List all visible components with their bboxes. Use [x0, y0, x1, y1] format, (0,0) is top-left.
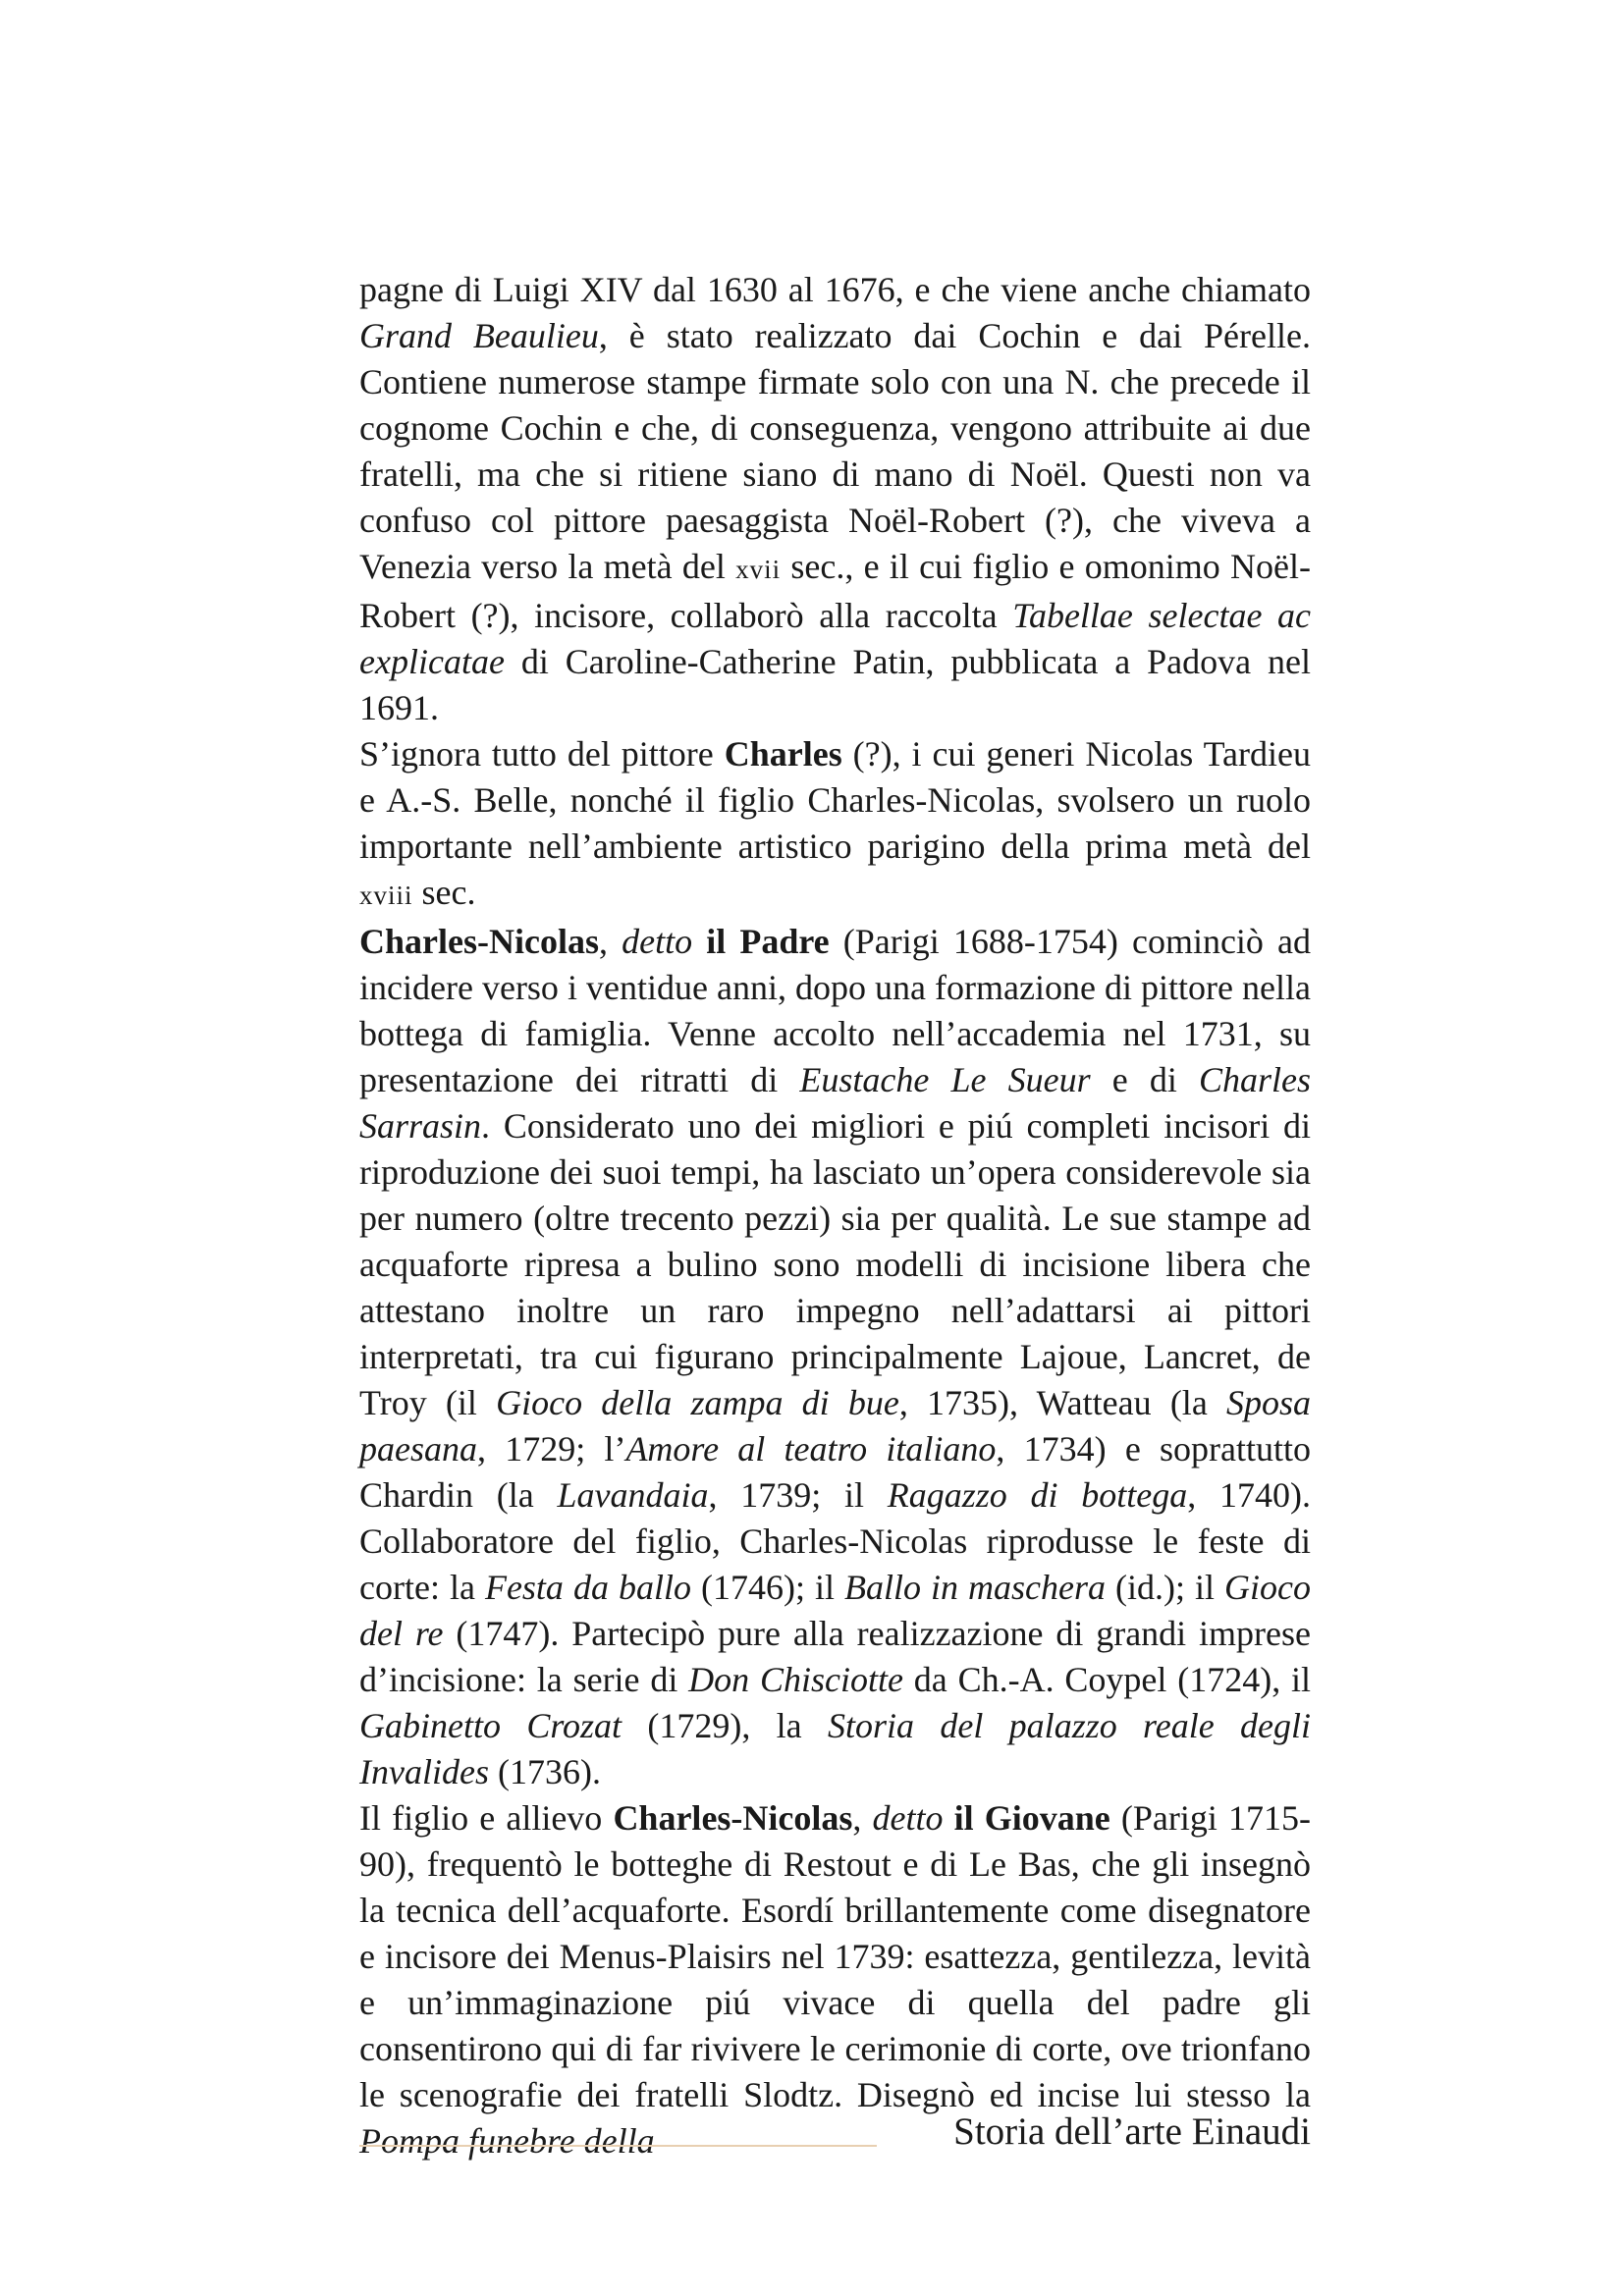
- italic-title: Don Chisciotte: [688, 1660, 903, 1699]
- paragraph: [359, 731, 1311, 919]
- text-run: S’ignora tutto del pittore: [359, 734, 725, 774]
- century-numeral: xviii: [359, 881, 413, 910]
- text-run: (1736).: [488, 1752, 601, 1791]
- text-run: Il figlio e allievo: [359, 1798, 614, 1838]
- text-run: (1747). Partecipò pure alla realizzazione di grandi imprese d’incisione: la serie di: [359, 1614, 1311, 1699]
- paragraph: [359, 267, 1311, 731]
- bold-name: Charles: [724, 734, 842, 774]
- italic-title: Amore al teatro italiano: [625, 1429, 997, 1468]
- text-run: , è stato realizzato dai Cochin e dai Pérelle. Contiene numerose stampe firmate solo con una N. che precede il cognome Cochin e che, di conseguenza, vengono attribuite ai due fratelli, ma che si ritiene siano di mano di Noël. Questi non va confuso col pittore paesaggista Noël-Robert (?), che viveva a Venezia verso la metà del: [359, 316, 1311, 586]
- footer-divider: [359, 2145, 877, 2147]
- text-run: ,: [852, 1798, 873, 1838]
- body-text: [359, 267, 1311, 2164]
- bold-name: Charles-Nicolas: [613, 1798, 853, 1838]
- text-run: . Considerato uno dei migliori e piú completi incisori di riproduzione dei suoi tempi, ha lasciato un’opera considerevole sia per numero (oltre trecento pezzi) sia per qualità. Le sue stampe ad acquaforte ripresa a bulino sono modelli di incisione libera che attestano inoltre un raro impegno nell’adattarsi ai pittori interpretati, tra cui figurano principalmente Lajoue, Lancret, de Troy (il: [359, 1106, 1311, 1422]
- text-run: , 1739; il: [708, 1475, 888, 1515]
- paragraph: [359, 919, 1311, 1795]
- bold-name: il Padre: [706, 922, 830, 961]
- text-run: (Parigi 1715-90), frequentò le botteghe di Restout e di Le Bas, che gli insegnò la tecnica dell’acquaforte. Esordí brillantemente come disegnatore e incisore dei Menus-Plaisirs nel 1739: esattezza, gentilezza, levità e un’immaginazione piú vivace di quella del padre gli consentirono qui di far rivivere le cerimonie di corte, ove trionfano le scenografie dei fratelli Slodtz. Disegnò ed incise lui stesso la: [359, 1798, 1311, 2114]
- italic-title: Ragazzo di bottega: [887, 1475, 1188, 1515]
- text-run: (1729), la: [622, 1706, 829, 1745]
- bold-name: Charles-Nicolas: [359, 922, 599, 961]
- text-run: , 1735), Watteau (la: [898, 1383, 1226, 1422]
- italic-title: detto: [622, 922, 693, 961]
- italic-title: Festa da ballo: [484, 1568, 691, 1607]
- text-run: (1746); il: [690, 1568, 844, 1607]
- italic-title: Pompa funebre della: [359, 2121, 655, 2161]
- text-run: (id.); il: [1106, 1568, 1225, 1607]
- text-run: , 1729; l’: [477, 1429, 626, 1468]
- italic-title: Ballo in maschera: [844, 1568, 1106, 1607]
- italic-title: Grand Beaulieu: [359, 316, 599, 355]
- italic-title: Gioco della zampa di bue: [496, 1383, 899, 1422]
- italic-title: Gabinetto Crozat: [359, 1706, 622, 1745]
- text-run: ,: [598, 922, 622, 961]
- italic-title: Lavandaia: [557, 1475, 709, 1515]
- text-run: da Ch.-A. Coypel (1724), il: [902, 1660, 1312, 1699]
- italic-title: Sposa paesana: [359, 1383, 1312, 1468]
- text-run: e di: [1090, 1060, 1199, 1099]
- century-numeral: xvii: [735, 555, 782, 584]
- text-run: sec.: [412, 873, 476, 912]
- text-run: di Caroline-Catherine Patin, pubblicata a Padova nel 1691.: [359, 642, 1311, 727]
- text-run: (Parigi 1688-1754) cominciò ad incidere verso i ventidue anni, dopo una formazione di pittore nella bottega di famiglia. Venne accolto nell’accademia nel 1731, su presentazione dei ritratti di: [359, 922, 1312, 1099]
- italic-title: Charles Sarrasin: [359, 1060, 1312, 1146]
- footer-title: Storia dell’arte Einaudi: [953, 2110, 1311, 2153]
- text-run: [944, 1798, 954, 1838]
- text-run: pagne di Luigi XIV dal 1630 al 1676, e che viene anche chiamato: [359, 270, 1311, 309]
- italic-title: Tabellae selectae ac explicatae: [359, 596, 1311, 681]
- italic-title: Storia del palazzo reale degli Invalides: [359, 1706, 1311, 1791]
- bold-name: il Giovane: [953, 1798, 1110, 1838]
- italic-title: Eustache Le Sueur: [799, 1060, 1091, 1099]
- text-run: , 1734) e soprattutto Chardin (la: [359, 1429, 1312, 1515]
- text-run: [692, 922, 706, 961]
- italic-title: detto: [872, 1798, 944, 1838]
- text-run: (?), i cui generi Nicolas Tardieu e A.-S. Belle, nonché il figlio Charles-Nicolas, svolsero un ruolo importante nell’ambiente artistico parigino della prima metà del: [359, 734, 1311, 866]
- italic-title: Gioco del re: [359, 1568, 1312, 1653]
- text-run: sec., e il cui figlio e omonimo Noël-Robert (?), incisore, collaborò alla raccolta: [359, 547, 1312, 635]
- text-run: , 1740). Collaboratore del figlio, Charles-Nicolas riprodusse le feste di corte: la: [359, 1475, 1311, 1607]
